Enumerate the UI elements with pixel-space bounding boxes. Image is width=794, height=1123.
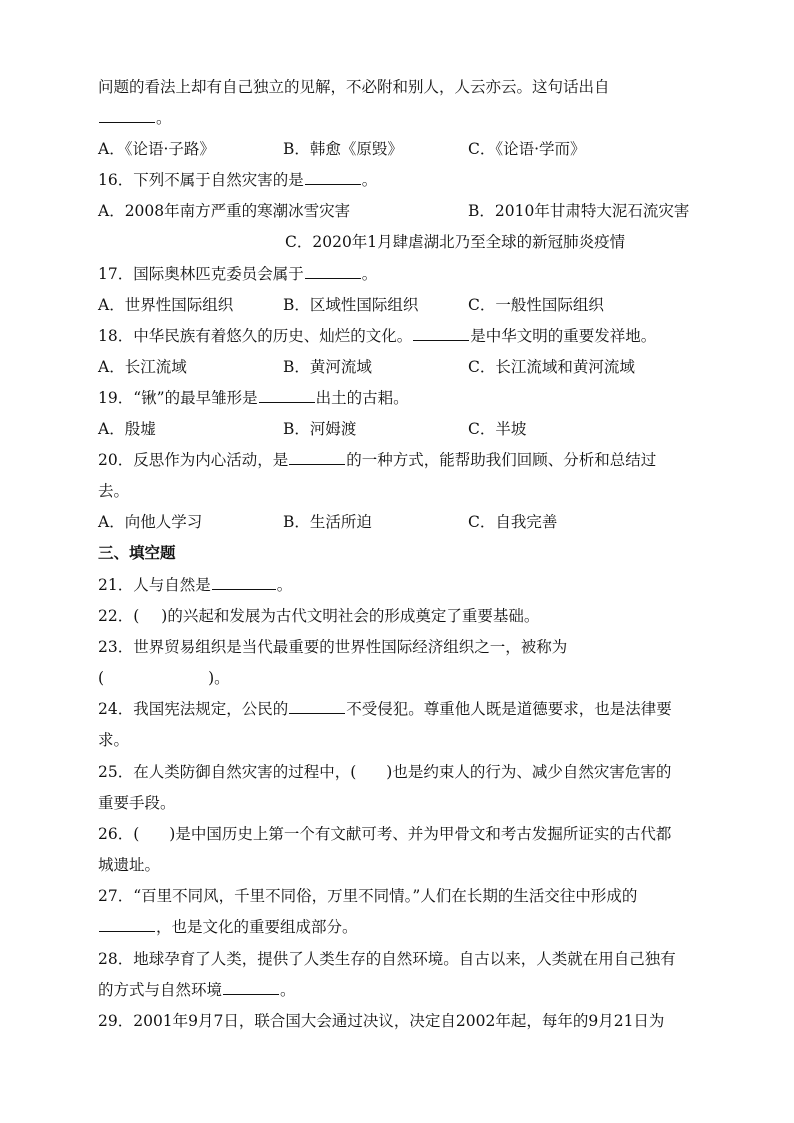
option-c[interactable]: C．半坡 <box>468 420 527 438</box>
answer-blank[interactable] <box>305 264 361 279</box>
q21: 21．人与自然是 。 <box>98 576 293 594</box>
q22: 22．( )的兴起和发展为古代文明社会的形成奠定了重要基础。 <box>98 607 540 625</box>
answer-blank[interactable] <box>212 575 276 590</box>
option-c[interactable]: C．长江流域和黄河流域 <box>468 358 635 376</box>
option-b[interactable]: B．黄河流域 <box>283 358 372 376</box>
q25: 25．在人类防御自然灾害的过程中，( )也是约束人的行为、减少自然灾害危害的 <box>98 763 672 781</box>
q24-line2: 求。 <box>98 731 130 749</box>
q23-line1: 23．世界贸易组织是当代最重要的世界性国际经济组织之一，被称为 <box>98 638 568 656</box>
answer-blank[interactable] <box>223 980 279 995</box>
option-a[interactable]: A．向他人学习 <box>98 513 203 531</box>
option-a[interactable]: A．殷墟 <box>98 420 156 438</box>
q28-line2: 的方式与自然环境 。 <box>98 981 296 999</box>
q16-options-row2 <box>285 231 625 253</box>
q20-stem: 20．反思作为内心活动，是 的一种方式，能帮助我们回顾、分析和总结过 <box>98 451 657 469</box>
answer-blank[interactable] <box>99 108 155 123</box>
answer-blank[interactable] <box>305 170 361 185</box>
q25-line2: 重要手段。 <box>98 794 176 812</box>
answer-blank[interactable] <box>289 450 345 465</box>
q15-stem-end: 。 <box>98 107 172 129</box>
answer-blank[interactable] <box>99 917 155 932</box>
q27-line1: 27．“百里不同风，千里不同俗，万里不同情。”人们在长期的生活交往中形成的 <box>98 887 638 905</box>
q23-line2: ( )。 <box>98 669 230 687</box>
option-b[interactable]: B．河姆渡 <box>283 420 357 438</box>
option-b[interactable]: B．生活所迫 <box>283 513 372 531</box>
option-b[interactable]: B．区域性国际组织 <box>283 296 419 314</box>
option-b[interactable]: B．韩愈《原毁》 <box>283 140 403 158</box>
q28-line1: 28．地球孕育了人类，提供了人类生存的自然环境。自古以来，人类就在用自己独有 <box>98 950 676 968</box>
option-b[interactable]: B．2010年甘肃特大泥石流灾害 <box>468 202 690 220</box>
answer-blank[interactable] <box>289 699 345 714</box>
q16-stem: 16．下列不属于自然灾害的是 。 <box>98 171 378 189</box>
option-a[interactable]: A．世界性国际组织 <box>98 296 234 314</box>
q17-stem: 17．国际奥林匹克委员会属于 。 <box>98 265 378 283</box>
option-a[interactable]: A．长江流域 <box>98 358 187 376</box>
q24: 24．我国宪法规定，公民的 不受侵犯。尊重他人既是道德要求，也是法律要 <box>98 700 672 718</box>
section-title: 三、填空题 <box>98 543 176 562</box>
option-c[interactable]: C．自我完善 <box>468 513 558 531</box>
option-c[interactable]: C．2020年1月肆虐湖北乃至全球的新冠肺炎疫情 <box>285 233 626 251</box>
q20-stem-line2: 去。 <box>98 482 130 500</box>
q26: 26．( )是中国历史上第一个有文献可考、并为甲骨文和考古发掘所证实的古代都 <box>98 825 672 843</box>
answer-blank[interactable] <box>259 388 315 403</box>
q18-stem: 18．中华民族有着悠久的历史、灿烂的文化。 是中华文明的重要发祥地。 <box>98 327 657 345</box>
option-c[interactable]: C．一般性国际组织 <box>468 296 604 314</box>
option-a[interactable]: A．2008年南方严重的寒潮冰雪灾害 <box>98 202 351 220</box>
q19-stem: 19．“锹”的最早雏形是 出土的古耜。 <box>98 389 409 407</box>
option-a[interactable]: A．《论语·子路》 <box>98 140 215 158</box>
q27-line2: ，也是文化的重要组成部分。 <box>98 916 358 938</box>
q29-line1: 29．2001年9月7日，联合国大会通过决议，决定自2002年起，每年的9月21日为 <box>98 1012 665 1030</box>
q26-line2: 城遗址。 <box>98 856 161 874</box>
q15-stem-line: 问题的看法上却有自己独立的见解，不必附和别人，人云亦云。这句话出自 <box>98 78 610 96</box>
option-c[interactable]: C．《论语·学而》 <box>468 140 586 158</box>
answer-blank[interactable] <box>413 326 469 341</box>
